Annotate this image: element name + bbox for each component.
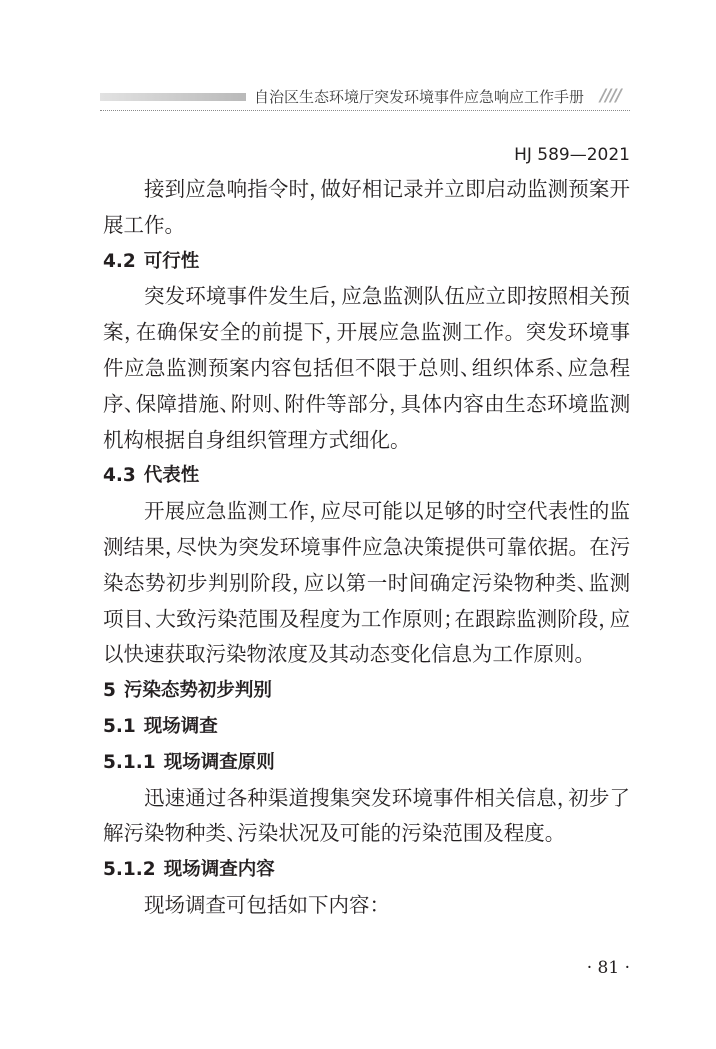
- punctuation-mark: ，: [324, 320, 337, 345]
- punctuation-mark: ，: [309, 499, 321, 524]
- punctuation-mark: ，: [292, 570, 304, 595]
- section-number: 5: [103, 680, 116, 702]
- paragraph-line: 展工作。: [103, 212, 185, 237]
- punctuation-mark: 、: [144, 606, 156, 631]
- section-heading-5: [103, 673, 630, 709]
- section-number: 5.1: [103, 715, 136, 737]
- punctuation-mark: ，: [329, 284, 342, 309]
- section-heading-5-1: [103, 709, 630, 745]
- section-number: 5.1.2: [103, 859, 156, 881]
- punctuation-mark: 、: [555, 355, 568, 380]
- header-title: 自治区生态环境厅突发环境事件应急响应工作手册: [254, 88, 585, 106]
- punctuation-mark: ；: [443, 606, 455, 631]
- section-title: 代表性: [143, 465, 200, 487]
- section-title: 现场调查内容: [163, 859, 275, 881]
- section-title: 现场调查: [143, 715, 218, 737]
- paragraph-line: 迅速通过各种渠道搜集突发环境事件相关信息，初步了: [144, 785, 631, 810]
- running-header: [100, 80, 632, 114]
- paragraph-line: 现场调查可包括如下内容：: [144, 892, 381, 917]
- punctuation-mark: 、: [272, 391, 285, 416]
- punctuation-mark: 、: [219, 391, 231, 416]
- section-heading-4-3: [103, 458, 630, 494]
- section-title: 现场调查原则: [163, 751, 275, 773]
- paragraph-line: 染态势初步判别阶段，应以第一时间确定污染物种类、监测: [103, 570, 631, 595]
- paragraph-line: 案，在确保安全的前提下，开展应急监测工作。突发环境事: [103, 320, 631, 345]
- punctuation-mark: ，: [164, 534, 177, 559]
- paragraph-line: 突发环境事件发生后，应急监测队伍应立即按照相关预: [144, 284, 631, 309]
- header-decorative-bar: [100, 93, 246, 101]
- header-slash-decoration: ////: [600, 86, 621, 106]
- page-number: · 81 ·: [586, 958, 630, 978]
- section-number: 5.1.1: [103, 751, 156, 773]
- paragraph-line: 序、保障措施、附则、附件等部分，具体内容由生态环境监测: [103, 391, 631, 416]
- section-number: 4.2: [103, 250, 136, 272]
- punctuation-mark: ，: [309, 177, 321, 201]
- punctuation-mark: 、: [226, 821, 238, 846]
- punctuation-mark: 、: [460, 355, 472, 380]
- section-heading-5-1-2: [103, 852, 630, 888]
- paragraph-line: 开展应急监测工作，应尽可能以足够的时空代表性的监: [144, 499, 631, 524]
- section-heading-4-2: [103, 244, 630, 280]
- header-dotted-rule: [100, 110, 630, 111]
- punctuation-mark: ，: [124, 320, 136, 345]
- paragraph-line: 件应急监测预案内容包括但不限于总则、组织体系、应急程: [103, 355, 631, 380]
- section-heading-5-1-1: [103, 745, 630, 781]
- punctuation-mark: ：: [369, 892, 381, 917]
- punctuation-mark: 、: [123, 391, 136, 416]
- paragraph-line: 以快速获取污染物浓度及其动态变化信息为工作原则。: [103, 642, 595, 667]
- paragraph-line: 测结果，尽快为突发环境事件应急决策提供可靠依据。在污: [103, 534, 631, 559]
- paragraph-line: 项目、大致污染范围及程度为工作原则；在跟踪监测阶段，应: [103, 606, 631, 631]
- page-body: [103, 172, 630, 924]
- punctuation-mark: ，: [388, 391, 401, 416]
- punctuation-mark: ，: [598, 606, 610, 631]
- punctuation-mark: 、: [576, 570, 589, 595]
- standard-code: HJ 589—2021: [514, 145, 630, 165]
- paragraph-line: 解污染物种类、污染状况及可能的污染范围及程度。: [103, 821, 566, 846]
- section-title: 污染态势初步判别: [123, 680, 272, 702]
- section-title: 可行性: [143, 250, 200, 272]
- paragraph-line: 接到应急响指令时，做好相记录并立即启动监测预案开: [144, 177, 631, 201]
- section-number: 4.3: [103, 465, 136, 487]
- paragraph-line: 机构根据自身组织管理方式细化。: [103, 427, 411, 452]
- punctuation-mark: ，: [556, 785, 569, 810]
